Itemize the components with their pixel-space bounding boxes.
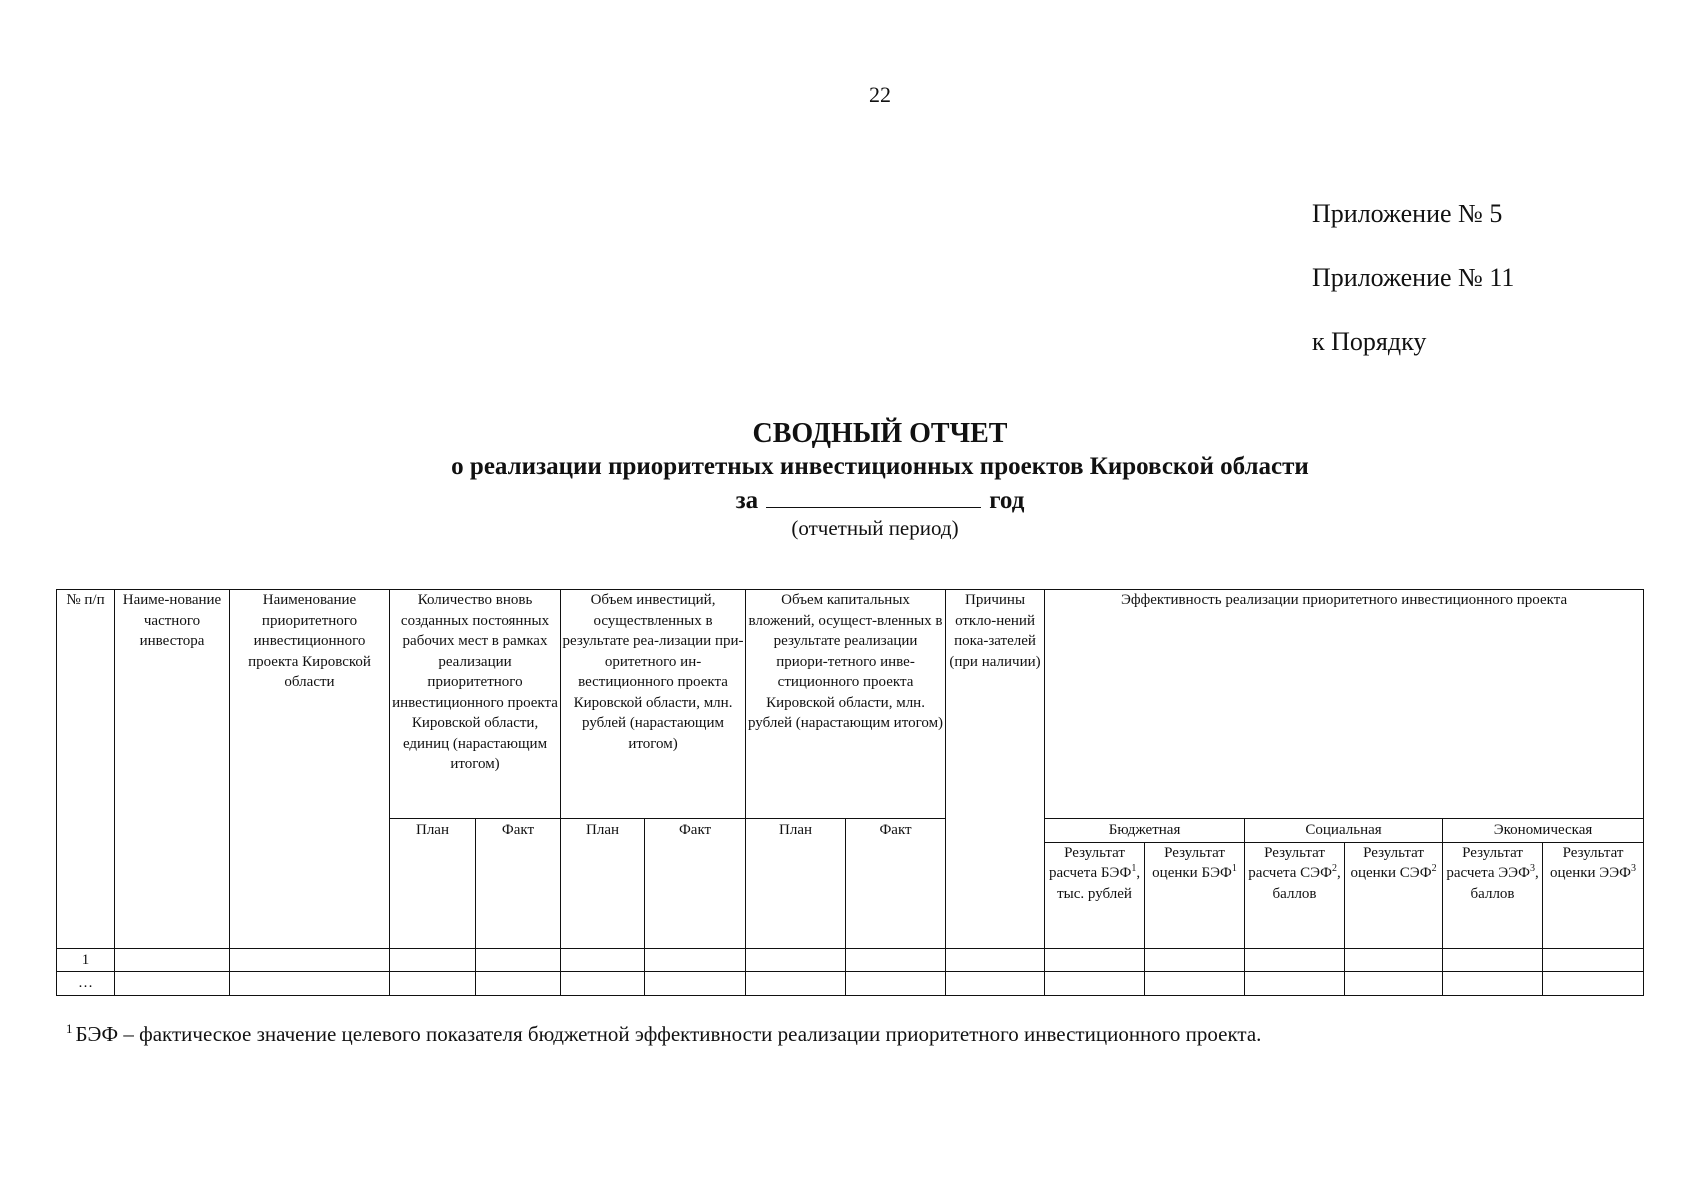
header-capital-plan: План	[746, 819, 846, 949]
header-sef-eval: Результат оценки СЭФ$^2$	[1345, 842, 1443, 948]
header-capital: Объем капитальных вложений, осущест-вленных в результате реализации приори-тетного инве-стиционного проекта Кировской области, млн. рублей (нарастающим итогом)	[746, 590, 946, 819]
page-number: 22	[869, 82, 891, 107]
report-title: СВОДНЫЙ ОТЧЕТ	[752, 418, 1008, 449]
header-economic: Экономическая	[1443, 819, 1644, 843]
header-num: № п/п	[57, 590, 115, 949]
title-block	[0, 418, 1697, 518]
header-investments-fact: Факт	[645, 819, 746, 949]
table-row	[57, 972, 1644, 996]
header-project: Наименование приоритетного инвестиционного проекта Кировской области	[230, 590, 390, 949]
header-social: Социальная	[1245, 819, 1443, 843]
header-jobs: Количество вновь созданных постоянных рабочих мест в рамках реализации приоритетного инвестиционного проекта Кировской области, единиц (нарастающим итогом)	[390, 590, 561, 819]
header-sef-calc: Результат расчета СЭФ$^2$, баллов	[1245, 842, 1345, 948]
footnote-marker: 1	[66, 1021, 73, 1036]
appendix-block	[1312, 182, 1514, 374]
header-investor: Наиме-нование частного инвестора	[115, 590, 230, 949]
header-reasons: Причины откло-нений пока-зателей (при наличии)	[946, 590, 1045, 949]
footnote-text: БЭФ – фактическое значение целевого показателя бюджетной эффективности реализации приоритетного инвестиционного проекта.	[75, 1022, 1262, 1046]
appendix-line-1: Приложение № 5	[1312, 199, 1503, 228]
header-investments: Объем инвестиций, осуществленных в результате реа-лизации при-оритетного ин-вестиционного проекта Кировской области, млн. рублей (нарастающим итогом)	[561, 590, 746, 819]
table-row	[57, 948, 1644, 972]
period-note: (отчетный период)	[791, 516, 959, 540]
header-jobs-fact: Факт	[476, 819, 561, 949]
appendix-line-3: к Порядку	[1312, 327, 1427, 356]
header-eef-eval: Результат оценки ЭЭФ$^3$	[1543, 842, 1644, 948]
period-suffix: год	[989, 487, 1025, 514]
period-blank-line	[766, 489, 981, 508]
header-investments-plan: План	[561, 819, 645, 949]
appendix-line-2: Приложение № 11	[1312, 263, 1515, 292]
header-capital-fact: Факт	[846, 819, 946, 949]
header-bef-eval: Результат оценки БЭФ$^1$	[1145, 842, 1245, 948]
header-eef-calc: Результат расчета ЭЭФ$^3$, баллов	[1443, 842, 1543, 948]
row-num: 1	[57, 948, 115, 972]
header-budget: Бюджетная	[1045, 819, 1245, 843]
period-prefix: за	[735, 487, 759, 514]
row-num: …	[57, 972, 115, 996]
report-table	[56, 589, 1644, 996]
report-subtitle: о реализации приоритетных инвестиционных проектов Кировской области	[451, 453, 1309, 480]
header-jobs-plan: План	[390, 819, 476, 949]
footnote	[66, 1022, 1261, 1047]
header-efficiency: Эффективность реализации приоритетного инвестиционного проекта	[1045, 590, 1644, 819]
header-bef-calc: Результат расчета БЭФ$^1$, тыс. рублей	[1045, 842, 1145, 948]
period-line	[0, 484, 1697, 518]
